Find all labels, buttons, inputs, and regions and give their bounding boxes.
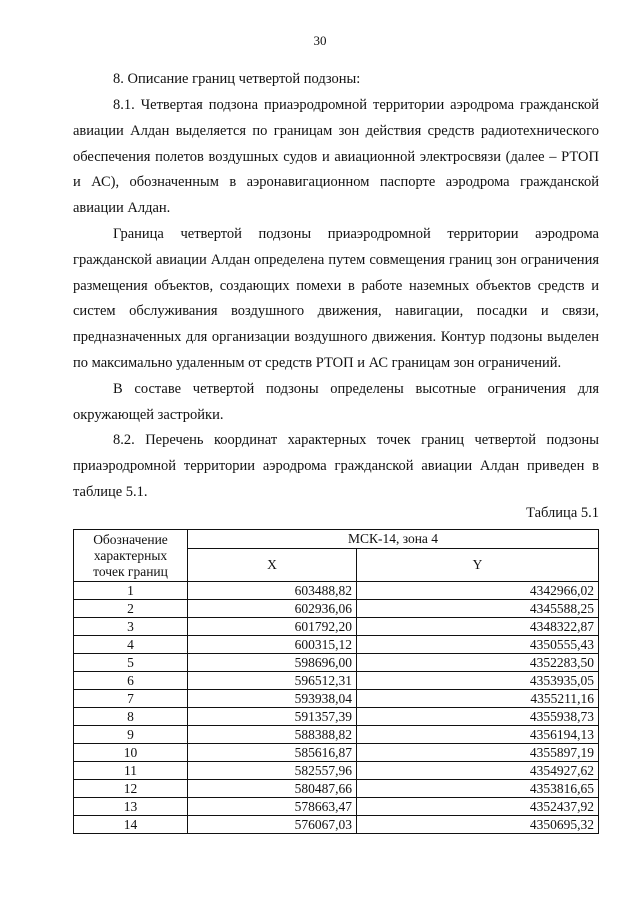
coordinates-table: [73, 529, 599, 834]
x-cell: 598696,00: [188, 654, 357, 672]
x-cell: 588388,82: [188, 726, 357, 744]
x-cell: 585616,87: [188, 744, 357, 762]
y-cell: 4354927,62: [357, 762, 599, 780]
table-row: [74, 672, 599, 690]
column-header-x: X: [188, 549, 357, 582]
y-cell: 4345588,25: [357, 600, 599, 618]
y-cell: 4356194,13: [357, 726, 599, 744]
table-caption: Таблица 5.1: [526, 505, 599, 521]
point-cell: 6: [74, 672, 188, 690]
x-cell: 601792,20: [188, 618, 357, 636]
paragraph-8-1: 8.1. Четвертая подзона приаэродромной территории аэродрома гражданской авиации Алдан выделяется по границам зон действия средств радиотехнического обеспечения полетов воздушных судов и авиационной электросвязи (далее – РТОП и АС), обозначенным в аэронавигационном паспорте аэродрома гражданской авиации Алдан.: [73, 97, 599, 217]
point-cell: 12: [74, 780, 188, 798]
column-header-points: Обозначение характерных точек границ: [74, 530, 188, 582]
x-cell: 578663,47: [188, 798, 357, 816]
y-cell: 4350695,32: [357, 816, 599, 834]
y-cell: 4348322,87: [357, 618, 599, 636]
y-cell: 4352437,92: [357, 798, 599, 816]
x-cell: 582557,96: [188, 762, 357, 780]
y-cell: 4353935,05: [357, 672, 599, 690]
table-row: [74, 726, 599, 744]
x-cell: 580487,66: [188, 780, 357, 798]
y-cell: 4355938,73: [357, 708, 599, 726]
paragraph-8-2: 8.2. Перечень координат характерных точек границ четвертой подзоны приаэродромной территории аэродрома гражданской авиации Алдан приведен в таблице 5.1.: [73, 432, 599, 500]
table-row: [74, 636, 599, 654]
point-cell: 7: [74, 690, 188, 708]
table-row: [74, 582, 599, 600]
column-header-y: Y: [357, 549, 599, 582]
paragraph-boundary: Граница четвертой подзоны приаэродромной территории аэродрома гражданской авиации Алдан определена путем совмещения границ зон ограничения размещения объектов, создающих помехи в работе наземных объектов средств и систем обслуживания воздушного движения, навигации, посадки и связи, предназначенных для организации воздушного движения. Контур подзоны выделен по максимально удаленным от средств РТОП и АС границам зон ограничений.: [73, 226, 599, 371]
x-cell: 602936,06: [188, 600, 357, 618]
y-cell: 4355211,16: [357, 690, 599, 708]
y-cell: 4342966,02: [357, 582, 599, 600]
point-cell: 13: [74, 798, 188, 816]
table-row: [74, 762, 599, 780]
table-row: [74, 690, 599, 708]
table-row: [74, 600, 599, 618]
table-row: [74, 744, 599, 762]
table-row: [74, 780, 599, 798]
x-cell: 591357,39: [188, 708, 357, 726]
page-number: 30: [313, 33, 327, 48]
point-cell: 8: [74, 708, 188, 726]
x-cell: 596512,31: [188, 672, 357, 690]
x-cell: 600315,12: [188, 636, 357, 654]
table-row: [74, 816, 599, 834]
point-cell: 2: [74, 600, 188, 618]
point-cell: 11: [74, 762, 188, 780]
coordinates-table-body: [74, 582, 599, 834]
y-cell: 4355897,19: [357, 744, 599, 762]
point-cell: 9: [74, 726, 188, 744]
table-row: [74, 618, 599, 636]
x-cell: 603488,82: [188, 582, 357, 600]
table-row: [74, 798, 599, 816]
table-row: [74, 708, 599, 726]
paragraph-height-limits: В составе четвертой подзоны определены высотные ограничения для окружающей застройки.: [73, 381, 599, 423]
y-cell: 4352283,50: [357, 654, 599, 672]
point-cell: 1: [74, 582, 188, 600]
point-cell: 14: [74, 816, 188, 834]
x-cell: 576067,03: [188, 816, 357, 834]
point-cell: 5: [74, 654, 188, 672]
point-cell: 10: [74, 744, 188, 762]
section-heading: 8. Описание границ четвертой подзоны:: [113, 71, 361, 87]
y-cell: 4350555,43: [357, 636, 599, 654]
column-header-coordinate-system: МСК-14, зона 4: [188, 530, 599, 549]
point-cell: 4: [74, 636, 188, 654]
table-row: [74, 654, 599, 672]
x-cell: 593938,04: [188, 690, 357, 708]
y-cell: 4353816,65: [357, 780, 599, 798]
point-cell: 3: [74, 618, 188, 636]
